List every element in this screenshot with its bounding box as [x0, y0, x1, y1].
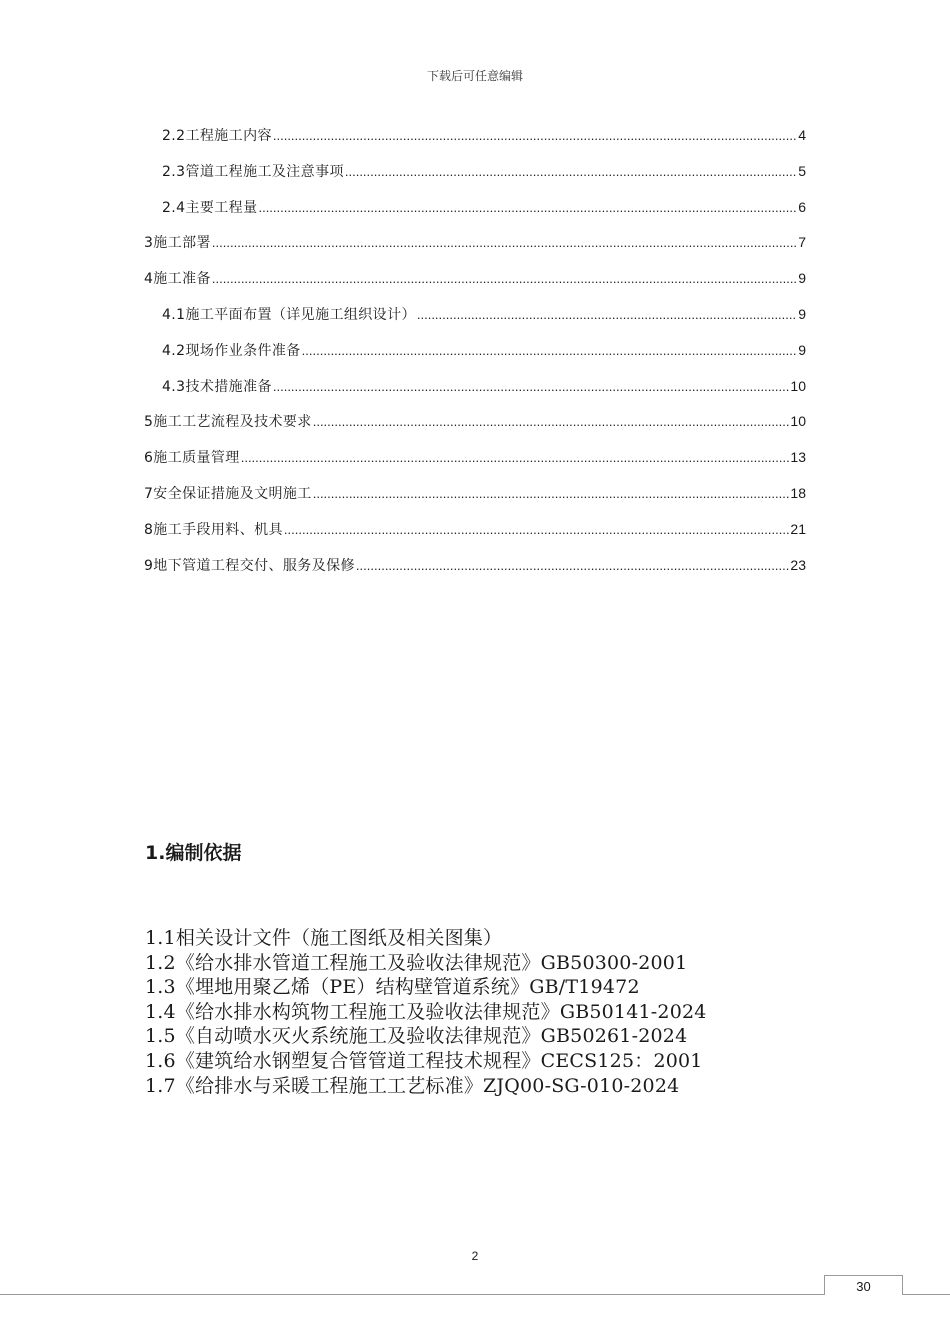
toc-entry-label: 8施工手段用料、机具 — [144, 521, 283, 538]
footer-divider — [0, 1294, 950, 1295]
toc-dot-leader — [356, 555, 790, 577]
toc-entry[interactable] — [144, 160, 806, 196]
toc-dot-leader — [417, 304, 797, 326]
toc-entry-page: 4 — [798, 127, 806, 143]
toc-dot-leader — [345, 161, 797, 183]
toc-entry[interactable] — [144, 482, 806, 518]
toc-dot-leader — [313, 483, 790, 505]
toc-entry-page: 21 — [790, 520, 806, 537]
toc-dot-leader — [273, 125, 797, 147]
toc-dot-leader — [284, 519, 790, 541]
toc-entry-page: 9 — [798, 270, 806, 287]
toc-dot-leader — [212, 232, 797, 254]
page-header-note: 下载后可任意编辑 — [426, 69, 523, 83]
toc-entry-page: 13 — [790, 449, 806, 466]
reference-item: 1.3《埋地用聚乙烯（PE）结构壁管道系统》GB/T19472 — [145, 976, 640, 999]
toc-entry-page: 5 — [798, 162, 806, 179]
toc-entry-page: 7 — [798, 234, 806, 251]
reference-item: 1.1相关设计文件（施工图纸及相关图集） — [145, 927, 503, 949]
reference-item: 1.6《建筑给水钢塑复合管管道工程技术规程》CECS125：2001 — [145, 1049, 703, 1072]
section-heading: 1.编制依据 — [145, 842, 242, 864]
toc-entry-label: 4施工准备 — [144, 271, 211, 288]
toc-entry-page: 18 — [790, 484, 806, 501]
toc-entry[interactable] — [144, 446, 806, 482]
toc-entry-page: 9 — [798, 305, 806, 322]
toc-entry[interactable] — [144, 518, 806, 554]
toc-entry-label: 4.2现场作业条件准备 — [162, 342, 301, 359]
toc-entry-page: 9 — [798, 341, 806, 358]
toc-entry-label: 4.3技术措施准备 — [162, 378, 272, 395]
toc-entry-label: 3施工部署 — [144, 235, 211, 252]
footer-page-count-box: 30 — [824, 1275, 903, 1295]
toc-dot-leader — [241, 447, 790, 469]
toc-entry-label: 9地下管道工程交付、服务及保修 — [144, 557, 355, 574]
toc-entry[interactable] — [144, 339, 806, 375]
toc-entry[interactable] — [144, 124, 806, 160]
toc-entry-label: 5施工工艺流程及技术要求 — [144, 414, 312, 431]
toc-entry-page: 10 — [790, 413, 806, 430]
toc-dot-leader — [273, 376, 790, 398]
toc-dot-leader — [212, 268, 797, 290]
page-number: 2 — [471, 1249, 479, 1263]
toc-entry[interactable] — [144, 410, 806, 446]
toc-entry-label: 7安全保证措施及文明施工 — [144, 485, 312, 502]
toc-entry-page: 6 — [798, 198, 806, 215]
toc-entry-label: 2.4主要工程量 — [162, 199, 258, 216]
toc-entry-label: 6施工质量管理 — [144, 450, 240, 467]
toc-entry-label: 2.3管道工程施工及注意事项 — [162, 163, 344, 180]
toc-dot-leader — [302, 340, 798, 362]
toc-dot-leader — [258, 197, 797, 219]
reference-item: 1.2《给水排水管道工程施工及验收法律规范》GB50300-2001 — [145, 951, 688, 974]
toc-entry[interactable] — [144, 231, 806, 267]
toc-entry-page: 10 — [790, 377, 806, 394]
table-of-contents — [144, 124, 806, 589]
toc-entry-label: 2.2工程施工内容 — [162, 128, 272, 144]
toc-entry[interactable] — [144, 303, 806, 339]
toc-entry[interactable] — [144, 554, 806, 590]
toc-entry[interactable] — [144, 375, 806, 411]
toc-entry-label: 4.1施工平面布置（详见施工组织设计） — [162, 306, 416, 323]
reference-item: 1.7《给排水与采暖工程施工工艺标准》ZJQ00-SG-010-2024 — [145, 1074, 680, 1097]
toc-dot-leader — [313, 411, 790, 433]
reference-item: 1.4《给水排水构筑物工程施工及验收法律规范》GB50141-2024 — [145, 1000, 707, 1023]
reference-list — [145, 926, 707, 1098]
reference-item: 1.5《自动喷水灭火系统施工及验收法律规范》GB50261-2024 — [145, 1025, 688, 1048]
toc-entry-page: 23 — [790, 556, 806, 573]
toc-entry[interactable] — [144, 196, 806, 232]
toc-entry[interactable] — [144, 267, 806, 303]
